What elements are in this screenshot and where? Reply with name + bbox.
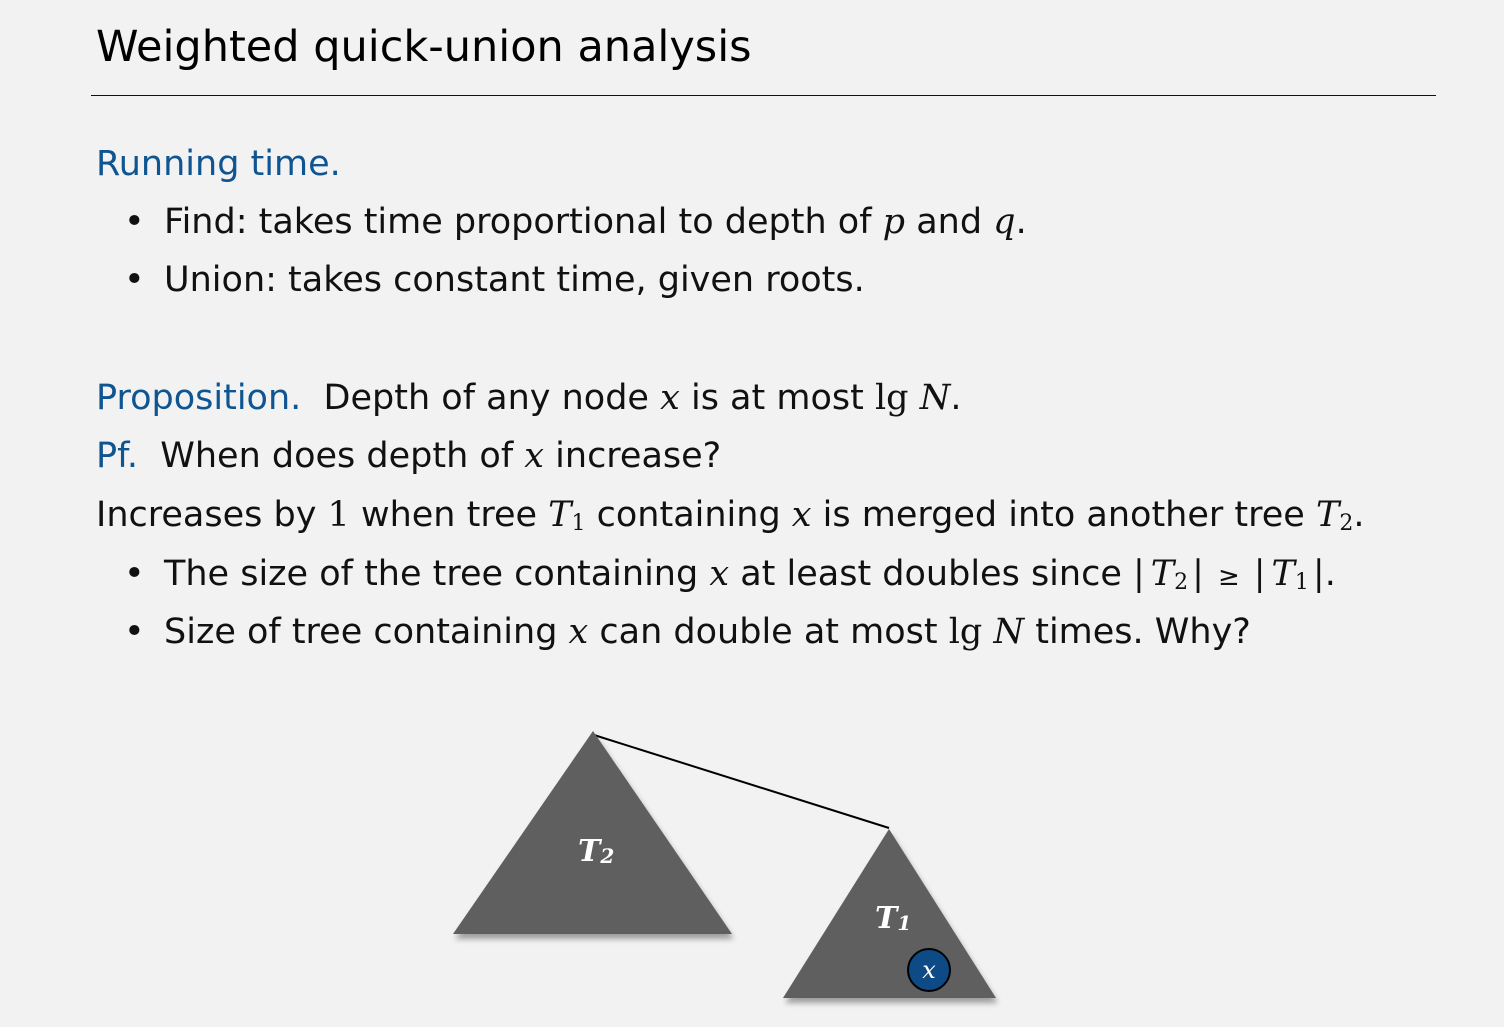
page-title: Weighted quick-union analysis xyxy=(96,22,752,72)
bullet-find: • Find: takes time proportional to depth of p and q. xyxy=(124,202,1027,242)
bullet-double-limit: • Size of tree containing x can double at most lg N times. Why? xyxy=(124,612,1251,652)
increase-line: Increases by 1 when tree $T_1$ containing x is merged into another tree $T_2$. xyxy=(96,495,1365,536)
node-x-label: x xyxy=(922,956,936,984)
bullet-dot: • xyxy=(124,612,145,652)
bullet-dot: • xyxy=(124,260,145,300)
t1-label: T1 xyxy=(875,901,912,936)
bullet-union: • Union: takes constant time, given roots. xyxy=(124,260,865,300)
tree-t2 xyxy=(453,731,732,934)
running-time-heading: Running time. xyxy=(96,144,341,184)
proposition-line: Proposition. Depth of any node x is at most lg N. xyxy=(96,378,962,418)
var-p: p xyxy=(882,202,906,242)
var-q: q xyxy=(993,202,1016,242)
bullet-dot: • xyxy=(124,554,145,594)
proposition-label: Proposition. xyxy=(96,378,302,418)
proof-label: Pf. xyxy=(96,436,139,476)
bullet-dot: • xyxy=(124,202,145,242)
proof-line: Pf. When does depth of x increase? xyxy=(96,436,722,476)
t2-label: T2 xyxy=(578,834,615,869)
bullet-size-doubles: • The size of the tree containing x at least doubles since | $T_2$ | ≥ | $T_1$ |. xyxy=(124,554,1336,595)
